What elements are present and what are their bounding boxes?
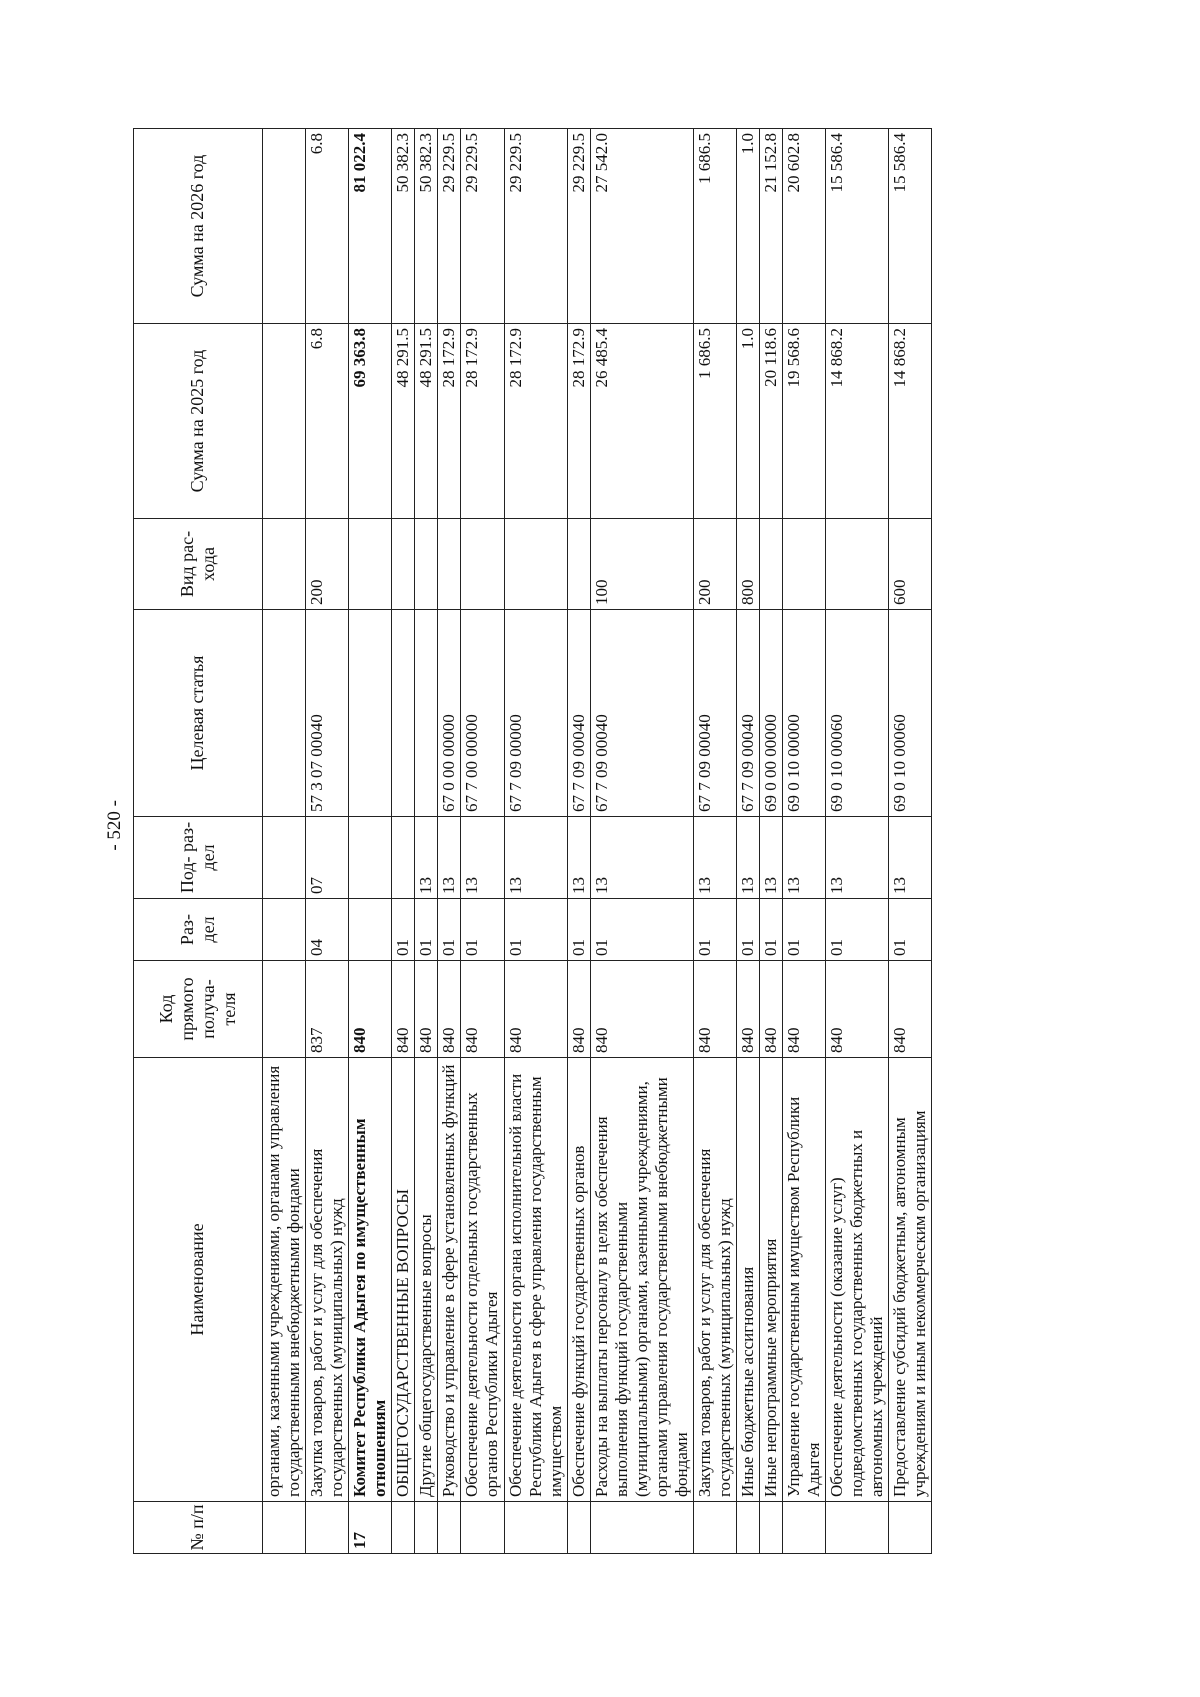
subsection-cell: 13 xyxy=(438,817,461,899)
amount-2026-cell: 15 586.4 xyxy=(889,129,932,324)
target-item-cell: 67 7 09 00040 xyxy=(693,610,736,817)
amount-2026-cell xyxy=(263,129,306,324)
amount-2026-cell: 29 229.5 xyxy=(567,129,590,324)
table-row xyxy=(760,129,783,1554)
amount-2026-cell: 27 542.0 xyxy=(590,129,693,324)
row-number-cell xyxy=(737,1502,760,1554)
row-number-cell xyxy=(461,1502,504,1554)
target-item-cell xyxy=(349,610,392,817)
row-number-cell xyxy=(693,1502,736,1554)
section-cell: 01 xyxy=(461,899,504,961)
section-cell: 01 xyxy=(693,899,736,961)
section-cell: 01 xyxy=(392,899,415,961)
amount-2025-cell: 69 363.8 xyxy=(349,324,392,519)
row-number-cell xyxy=(826,1502,889,1554)
amount-2025-cell: 14 868.2 xyxy=(889,324,932,519)
table-row xyxy=(415,129,438,1554)
amount-2025-cell: 1 686.5 xyxy=(693,324,736,519)
row-number-cell xyxy=(504,1502,567,1554)
row-number-cell xyxy=(590,1502,693,1554)
expense-type-cell xyxy=(760,519,783,610)
row-number-cell: 17 xyxy=(349,1502,392,1554)
table-row xyxy=(783,129,826,1554)
subsection-cell: 07 xyxy=(306,817,349,899)
name-cell: органами, казенными учреждениями, органами управления государственными внебюджетными фондами xyxy=(263,1058,306,1502)
target-item-cell: 67 7 00 00000 xyxy=(461,610,504,817)
header-cell: Сумма на 2026 год xyxy=(134,129,263,324)
subsection-cell xyxy=(392,817,415,899)
row-number-cell xyxy=(415,1502,438,1554)
subsection-cell: 13 xyxy=(889,817,932,899)
recipient-code-cell: 840 xyxy=(349,961,392,1058)
table-row xyxy=(349,129,392,1554)
table-row xyxy=(461,129,504,1554)
recipient-code-cell: 840 xyxy=(392,961,415,1058)
name-cell: Управление государственным имуществом Республики Адыгея xyxy=(783,1058,826,1502)
name-cell: Обеспечение деятельности (оказание услуг) подведомственных государственных бюджетных и автономных учреждений xyxy=(826,1058,889,1502)
table-header xyxy=(134,129,263,1554)
amount-2025-cell: 48 291.5 xyxy=(415,324,438,519)
section-cell: 01 xyxy=(415,899,438,961)
section-cell: 01 xyxy=(504,899,567,961)
target-item-cell: 69 0 00 00000 xyxy=(760,610,783,817)
header-cell: № п/п xyxy=(134,1502,263,1554)
section-cell xyxy=(349,899,392,961)
row-number-cell xyxy=(760,1502,783,1554)
expense-type-cell xyxy=(826,519,889,610)
amount-2026-cell: 50 382.3 xyxy=(415,129,438,324)
budget-table xyxy=(133,128,932,1554)
recipient-code-cell: 840 xyxy=(693,961,736,1058)
expense-type-cell xyxy=(567,519,590,610)
amount-2026-cell: 50 382.3 xyxy=(392,129,415,324)
row-number-cell xyxy=(306,1502,349,1554)
target-item-cell: 69 0 10 00000 xyxy=(783,610,826,817)
header-cell: Наименование xyxy=(134,1058,263,1502)
name-cell: Расходы на выплаты персоналу в целях обеспечения выполнения функций государственными (муниципальными) органами, казенными учреждениями, органами управления государственными внебюджетными фондами xyxy=(590,1058,693,1502)
target-item-cell xyxy=(415,610,438,817)
section-cell: 01 xyxy=(737,899,760,961)
recipient-code-cell: 840 xyxy=(567,961,590,1058)
row-number-cell xyxy=(438,1502,461,1554)
table-body xyxy=(263,129,932,1554)
section-cell: 01 xyxy=(567,899,590,961)
expense-type-cell xyxy=(783,519,826,610)
header-cell: Вид рас- хода xyxy=(134,519,263,610)
expense-type-cell: 200 xyxy=(693,519,736,610)
amount-2026-cell: 29 229.5 xyxy=(438,129,461,324)
row-number-cell xyxy=(783,1502,826,1554)
amount-2026-cell: 1 686.5 xyxy=(693,129,736,324)
table-row xyxy=(737,129,760,1554)
name-cell: ОБЩЕГОСУДАРСТВЕННЫЕ ВОПРОСЫ xyxy=(392,1058,415,1502)
subsection-cell: 13 xyxy=(826,817,889,899)
section-cell: 01 xyxy=(783,899,826,961)
expense-type-cell: 800 xyxy=(737,519,760,610)
amount-2025-cell: 28 172.9 xyxy=(438,324,461,519)
recipient-code-cell: 840 xyxy=(737,961,760,1058)
name-cell: Обеспечение деятельности отдельных государственных органов Республики Адыгея xyxy=(461,1058,504,1502)
name-cell: Обеспечение функций государственных органов xyxy=(567,1058,590,1502)
subsection-cell: 13 xyxy=(567,817,590,899)
subsection-cell: 13 xyxy=(783,817,826,899)
name-cell: Обеспечение деятельности органа исполнительной власти Республики Адыгея в сфере управления государственным имуществом xyxy=(504,1058,567,1502)
amount-2026-cell: 6.8 xyxy=(306,129,349,324)
name-cell: Закупка товаров, работ и услуг для обеспечения государственных (муниципальных) нужд xyxy=(693,1058,736,1502)
section-cell xyxy=(263,899,306,961)
section-cell: 01 xyxy=(590,899,693,961)
table-row xyxy=(889,129,932,1554)
table-row xyxy=(306,129,349,1554)
name-cell: Другие общегосударственные вопросы xyxy=(415,1058,438,1502)
header-cell: Целевая статья xyxy=(134,610,263,817)
target-item-cell xyxy=(392,610,415,817)
recipient-code-cell: 840 xyxy=(783,961,826,1058)
recipient-code-cell: 840 xyxy=(760,961,783,1058)
name-cell: Иные бюджетные ассигнования xyxy=(737,1058,760,1502)
target-item-cell: 67 0 00 00000 xyxy=(438,610,461,817)
table-row xyxy=(826,129,889,1554)
amount-2025-cell: 26 485.4 xyxy=(590,324,693,519)
table-row xyxy=(392,129,415,1554)
amount-2025-cell xyxy=(263,324,306,519)
recipient-code-cell: 840 xyxy=(461,961,504,1058)
amount-2026-cell: 15 586.4 xyxy=(826,129,889,324)
row-number-cell xyxy=(889,1502,932,1554)
subsection-cell: 13 xyxy=(461,817,504,899)
target-item-cell: 67 7 09 00040 xyxy=(567,610,590,817)
expense-type-cell xyxy=(504,519,567,610)
target-item-cell: 67 7 09 00040 xyxy=(737,610,760,817)
amount-2026-cell: 21 152.8 xyxy=(760,129,783,324)
expense-type-cell: 100 xyxy=(590,519,693,610)
section-cell: 01 xyxy=(826,899,889,961)
subsection-cell: 13 xyxy=(760,817,783,899)
section-cell: 01 xyxy=(889,899,932,961)
subsection-cell: 13 xyxy=(415,817,438,899)
amount-2025-cell: 6.8 xyxy=(306,324,349,519)
row-number-cell xyxy=(392,1502,415,1554)
rotated-page xyxy=(133,129,1050,1554)
target-item-cell: 69 0 10 00060 xyxy=(889,610,932,817)
expense-type-cell xyxy=(438,519,461,610)
amount-2026-cell: 29 229.5 xyxy=(504,129,567,324)
subsection-cell: 13 xyxy=(504,817,567,899)
name-cell: Закупка товаров, работ и услуг для обеспечения государственных (муниципальных) нужд xyxy=(306,1058,349,1502)
name-cell: Комитет Республики Адыгея по имущественным отношениям xyxy=(349,1058,392,1502)
table-row xyxy=(504,129,567,1554)
subsection-cell: 13 xyxy=(737,817,760,899)
expense-type-cell xyxy=(349,519,392,610)
expense-type-cell: 200 xyxy=(306,519,349,610)
amount-2026-cell: 29 229.5 xyxy=(461,129,504,324)
subsection-cell: 13 xyxy=(590,817,693,899)
section-cell: 04 xyxy=(306,899,349,961)
recipient-code-cell: 840 xyxy=(438,961,461,1058)
table-row xyxy=(263,129,306,1554)
recipient-code-cell: 840 xyxy=(826,961,889,1058)
target-item-cell xyxy=(263,610,306,817)
section-cell: 01 xyxy=(760,899,783,961)
amount-2025-cell: 28 172.9 xyxy=(504,324,567,519)
header-cell: Код прямого получа- теля xyxy=(134,961,263,1058)
target-item-cell: 57 3 07 00040 xyxy=(306,610,349,817)
amount-2025-cell: 14 868.2 xyxy=(826,324,889,519)
expense-type-cell xyxy=(461,519,504,610)
expense-type-cell: 600 xyxy=(889,519,932,610)
header-cell: Сумма на 2025 год xyxy=(134,324,263,519)
target-item-cell: 67 7 09 00000 xyxy=(504,610,567,817)
amount-2025-cell: 20 118.6 xyxy=(760,324,783,519)
expense-type-cell xyxy=(263,519,306,610)
table-row xyxy=(590,129,693,1554)
amount-2026-cell: 81 022.4 xyxy=(349,129,392,324)
header-cell: Раз- дел xyxy=(134,899,263,961)
name-cell: Руководство и управление в сфере установленных функций xyxy=(438,1058,461,1502)
amount-2025-cell: 48 291.5 xyxy=(392,324,415,519)
expense-type-cell xyxy=(392,519,415,610)
subsection-cell: 13 xyxy=(693,817,736,899)
recipient-code-cell: 840 xyxy=(415,961,438,1058)
row-number-cell xyxy=(263,1502,306,1554)
section-cell: 01 xyxy=(438,899,461,961)
header-cell: Под- раз- дел xyxy=(134,817,263,899)
name-cell: Иные непрограммные мероприятия xyxy=(760,1058,783,1502)
page-number: - 520 - xyxy=(104,800,125,851)
amount-2025-cell: 28 172.9 xyxy=(567,324,590,519)
table-row xyxy=(693,129,736,1554)
table-row xyxy=(438,129,461,1554)
recipient-code-cell: 840 xyxy=(590,961,693,1058)
amount-2026-cell: 1.0 xyxy=(737,129,760,324)
name-cell: Предоставление субсидий бюджетным, автономным учреждениям и иным некоммерческим организациям xyxy=(889,1058,932,1502)
recipient-code-cell xyxy=(263,961,306,1058)
amount-2025-cell: 1.0 xyxy=(737,324,760,519)
target-item-cell: 69 0 10 00060 xyxy=(826,610,889,817)
amount-2025-cell: 19 568.6 xyxy=(783,324,826,519)
table-row xyxy=(567,129,590,1554)
recipient-code-cell: 840 xyxy=(504,961,567,1058)
target-item-cell: 67 7 09 00040 xyxy=(590,610,693,817)
amount-2026-cell: 20 602.8 xyxy=(783,129,826,324)
expense-type-cell xyxy=(415,519,438,610)
subsection-cell xyxy=(263,817,306,899)
row-number-cell xyxy=(567,1502,590,1554)
amount-2025-cell: 28 172.9 xyxy=(461,324,504,519)
recipient-code-cell: 840 xyxy=(889,961,932,1058)
subsection-cell xyxy=(349,817,392,899)
recipient-code-cell: 837 xyxy=(306,961,349,1058)
